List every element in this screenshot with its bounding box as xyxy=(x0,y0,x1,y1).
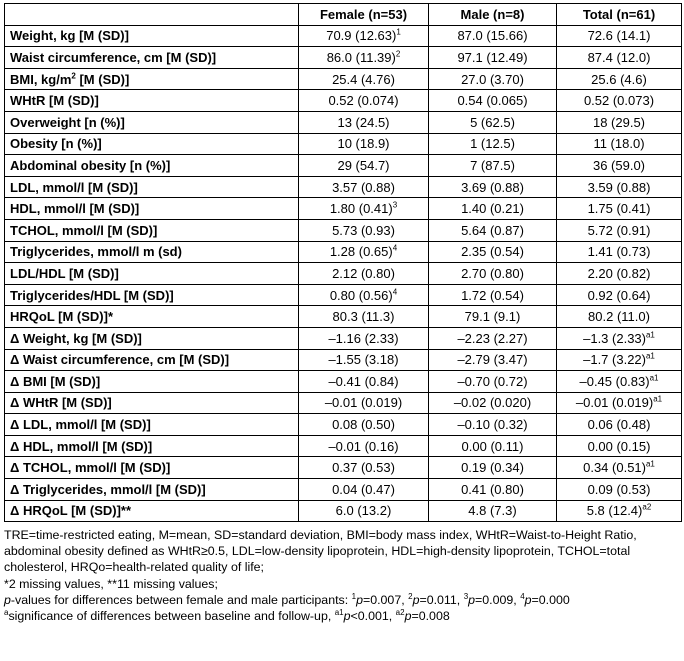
row-label xyxy=(5,392,299,414)
cell-total xyxy=(557,479,682,501)
row-label xyxy=(5,68,299,90)
row-label xyxy=(5,111,299,133)
cell-male-value: 87.0 (15.66) xyxy=(457,28,528,44)
row-label xyxy=(5,219,299,241)
row-label-text: HRQoL [M (SD)]* xyxy=(10,309,114,325)
row-label-text: Δ Weight, kg [M (SD)] xyxy=(10,330,142,346)
cell-female-sup: 3 xyxy=(392,200,398,210)
row-label-text: Δ Triglycerides, mmol/l [M (SD)] xyxy=(10,481,206,497)
table-header-row xyxy=(5,4,682,26)
footnote-sup: a2 xyxy=(395,607,405,617)
cell-male-value: –0.02 (0.020) xyxy=(453,395,532,411)
row-label-text: Δ LDL, mmol/l [M (SD)] xyxy=(10,417,151,433)
table-row xyxy=(5,219,682,241)
cell-female-value: –0.01 (0.019) xyxy=(324,395,403,411)
cell-female xyxy=(299,241,429,263)
cell-female-value: 6.0 (13.2) xyxy=(335,503,392,519)
row-label-text: Δ BMI [M (SD)] xyxy=(10,373,101,389)
abbreviations-note: TRE=time-restricted eating, M=mean, SD=standard deviation, BMI=body mass index, WHtR=Waist-to-Height Ratio, abdominal obesity defined as WHtR≥0.5, LDL=low-density lipoprotein, HDL=high-density lipoprotein, TCHOL=total cholesterol, HRQo=health-related quality of life; xyxy=(4,528,637,575)
cell-total xyxy=(557,284,682,306)
cell-total xyxy=(557,435,682,457)
header-total: Total (n=61) xyxy=(557,4,682,26)
cell-total xyxy=(557,176,682,198)
table-row xyxy=(5,155,682,177)
cell-total-sup: a1 xyxy=(645,459,655,469)
cell-male-value: –0.70 (0.72) xyxy=(457,373,528,389)
cell-female-sup: 4 xyxy=(392,244,398,253)
footnote-p: p xyxy=(468,592,476,607)
cell-female-value: 29 (54.7) xyxy=(337,157,390,173)
cell-male-value: 27.0 (3.70) xyxy=(461,71,524,87)
table-row xyxy=(5,25,682,47)
row-label xyxy=(5,349,299,371)
cell-female xyxy=(299,349,429,371)
cell-total-value: –0.01 (0.019) xyxy=(575,395,654,411)
footnote-value: =0.007, xyxy=(362,592,409,607)
row-label-text: Δ HRQoL [M (SD)]** xyxy=(10,503,132,519)
row-label xyxy=(5,198,299,220)
footnote-p: p xyxy=(524,592,532,607)
cell-total xyxy=(557,155,682,177)
table-row xyxy=(5,198,682,220)
row-label-text: Δ Waist circumference, cm [M (SD)] xyxy=(10,352,230,368)
cell-total xyxy=(557,133,682,155)
row-label xyxy=(5,47,299,69)
row-label xyxy=(5,176,299,198)
cell-total xyxy=(557,263,682,285)
cell-female-value: 1.80 (0.41) xyxy=(329,201,393,217)
cell-female xyxy=(299,25,429,47)
cell-female xyxy=(299,479,429,501)
cell-total-value: 0.34 (0.51) xyxy=(583,460,646,476)
cell-female xyxy=(299,155,429,177)
sig-text: significance of differences between baseline and follow-up, xyxy=(8,609,335,624)
table-body xyxy=(5,25,682,522)
cell-total-value: 0.00 (0.15) xyxy=(587,438,651,454)
row-label xyxy=(5,90,299,112)
header-blank xyxy=(5,4,299,26)
cell-total xyxy=(557,349,682,371)
row-label xyxy=(5,133,299,155)
cell-male xyxy=(429,392,557,414)
cell-total xyxy=(557,25,682,47)
cell-female xyxy=(299,392,429,414)
cell-total-value: 2.20 (0.82) xyxy=(587,265,651,281)
cell-total xyxy=(557,111,682,133)
cell-total-value: 0.92 (0.64) xyxy=(587,287,651,303)
row-label-text: Δ TCHOL, mmol/l [M (SD)] xyxy=(10,460,171,476)
cell-male-value: –2.23 (2.27) xyxy=(457,330,528,346)
cell-female xyxy=(299,111,429,133)
cell-total xyxy=(557,500,682,522)
cell-male xyxy=(429,68,557,90)
cell-total-value: 3.59 (0.88) xyxy=(587,179,651,195)
cell-female xyxy=(299,371,429,393)
cell-male-value: –2.79 (3.47) xyxy=(457,352,528,368)
cell-female-sup: 2 xyxy=(395,49,401,59)
row-label xyxy=(5,25,299,47)
row-label xyxy=(5,306,299,328)
cell-female xyxy=(299,306,429,328)
footnote-sup: 1 xyxy=(351,591,357,601)
table-row xyxy=(5,263,682,285)
cell-female xyxy=(299,500,429,522)
footnote-sup: a1 xyxy=(334,607,344,617)
cell-female-sup: 1 xyxy=(396,28,401,38)
row-label xyxy=(5,457,299,479)
row-label-text: HDL, mmol/l [M (SD)] xyxy=(10,201,140,217)
cell-total-value: 5.72 (0.91) xyxy=(587,222,651,238)
cell-female-value: 0.80 (0.56) xyxy=(329,287,393,303)
table-row xyxy=(5,349,682,371)
row-label xyxy=(5,241,299,263)
row-label-text: Δ WHtR [M (SD)] xyxy=(10,395,112,411)
footnote-value: <0.001, xyxy=(350,609,396,624)
table-row xyxy=(5,392,682,414)
cell-male xyxy=(429,435,557,457)
cell-total-value: 36 (59.0) xyxy=(592,157,646,173)
cell-male xyxy=(429,155,557,177)
cell-female xyxy=(299,457,429,479)
cell-male xyxy=(429,500,557,522)
cell-male xyxy=(429,414,557,436)
cell-female-value: 0.52 (0.074) xyxy=(328,93,399,109)
cell-male xyxy=(429,371,557,393)
cell-total-value: 87.4 (12.0) xyxy=(587,49,651,65)
row-label-text: BMI, kg/m xyxy=(10,71,72,87)
cell-male-value: 0.54 (0.065) xyxy=(457,93,528,109)
footnote-value: =0.008 xyxy=(411,609,450,624)
cell-male-value: 1 (12.5) xyxy=(470,136,515,152)
row-label xyxy=(5,435,299,457)
cell-total-value: –1.3 (2.33) xyxy=(583,330,646,346)
row-label-text: LDL/HDL [M (SD)] xyxy=(10,265,119,281)
cell-male xyxy=(429,457,557,479)
row-label xyxy=(5,155,299,177)
row-label-text: TCHOL, mmol/l [M (SD)] xyxy=(10,222,158,238)
cell-female-value: –1.16 (2.33) xyxy=(328,330,399,346)
cell-female xyxy=(299,327,429,349)
cell-male-value: 3.69 (0.88) xyxy=(461,179,524,195)
cell-total-value: 72.6 (14.1) xyxy=(587,28,651,44)
table-row xyxy=(5,371,682,393)
cell-male xyxy=(429,284,557,306)
row-label xyxy=(5,263,299,285)
table-row xyxy=(5,479,682,501)
cell-total-value: 25.6 (4.6) xyxy=(591,71,647,87)
table-row xyxy=(5,68,682,90)
row-label xyxy=(5,500,299,522)
results-table xyxy=(4,3,682,522)
cell-total-sup: a1 xyxy=(653,395,663,405)
cell-female-value: 0.08 (0.50) xyxy=(332,417,395,433)
sig-sup: a xyxy=(4,607,9,617)
cell-total-value: 0.09 (0.53) xyxy=(587,481,651,497)
cell-male-value: 0.00 (0.11) xyxy=(461,438,524,454)
table-row xyxy=(5,414,682,436)
row-label xyxy=(5,284,299,306)
cell-male xyxy=(429,479,557,501)
table-row xyxy=(5,47,682,69)
cell-total-value: –1.7 (3.22) xyxy=(583,352,646,368)
cell-female xyxy=(299,47,429,69)
cell-male xyxy=(429,198,557,220)
cell-female xyxy=(299,133,429,155)
cell-female-value: 25.4 (4.76) xyxy=(332,71,395,87)
cell-total-sup: a2 xyxy=(642,503,652,513)
cell-male-value: 79.1 (9.1) xyxy=(464,309,521,325)
cell-female-value: 0.37 (0.53) xyxy=(332,460,395,476)
cell-female-value: 80.3 (11.3) xyxy=(332,309,395,325)
table-row xyxy=(5,241,682,263)
footnote-value: =0.011, xyxy=(419,592,464,607)
table-row xyxy=(5,176,682,198)
cell-male xyxy=(429,219,557,241)
cell-total xyxy=(557,198,682,220)
row-label-sup: 2 xyxy=(71,71,76,81)
footnote-sup: 4 xyxy=(520,591,525,601)
cell-male xyxy=(429,241,557,263)
cell-female xyxy=(299,176,429,198)
cell-male-value: 97.1 (12.49) xyxy=(457,49,528,65)
cell-total xyxy=(557,457,682,479)
cell-female xyxy=(299,414,429,436)
row-label xyxy=(5,327,299,349)
row-label-text: Obesity [n (%)] xyxy=(10,136,102,152)
row-label-text: Overweight [n (%)] xyxy=(10,114,125,130)
missing-values-note: *2 missing values, **11 missing values; xyxy=(4,576,218,591)
row-label xyxy=(5,414,299,436)
cell-total-value: 1.41 (0.73) xyxy=(587,244,651,260)
table-row xyxy=(5,327,682,349)
p-italic: p xyxy=(4,592,11,607)
cell-male xyxy=(429,349,557,371)
cell-female xyxy=(299,284,429,306)
cell-male xyxy=(429,327,557,349)
footnote-p: p xyxy=(412,592,420,607)
significance-list xyxy=(335,609,450,623)
cell-male-value: 0.19 (0.34) xyxy=(461,460,524,476)
cell-total xyxy=(557,47,682,69)
cell-total xyxy=(557,241,682,263)
footnote-value: =0.009, xyxy=(475,592,521,607)
cell-total-value: 0.52 (0.073) xyxy=(583,93,655,109)
footnote-sup: 3 xyxy=(463,591,469,601)
cell-female-value: 10 (18.9) xyxy=(337,136,390,152)
table-row xyxy=(5,435,682,457)
table-row xyxy=(5,457,682,479)
pvalues-note xyxy=(4,592,680,608)
row-label-text: WHtR [M (SD)] xyxy=(10,93,99,109)
cell-male-value: 4.8 (7.3) xyxy=(468,503,517,519)
footnote-p: p xyxy=(356,592,363,607)
cell-total-value: 11 (18.0) xyxy=(593,136,645,152)
cell-total-value: –0.45 (0.83) xyxy=(579,373,650,389)
table-footnotes xyxy=(4,527,680,624)
cell-male-value: 1.40 (0.21) xyxy=(461,201,524,217)
cell-female-value: 5.73 (0.93) xyxy=(332,222,395,238)
footnote-p: p xyxy=(404,609,412,624)
cell-male xyxy=(429,25,557,47)
footnote-sup: 2 xyxy=(408,591,413,601)
cell-male-value: –0.10 (0.32) xyxy=(457,417,528,433)
cell-total-value: 80.2 (11.0) xyxy=(588,309,650,325)
cell-male-value: 0.41 (0.80) xyxy=(461,481,524,497)
cell-total xyxy=(557,90,682,112)
table-row xyxy=(5,306,682,328)
cell-male-value: 2.35 (0.54) xyxy=(461,244,524,260)
cell-male xyxy=(429,111,557,133)
cell-total xyxy=(557,392,682,414)
row-label xyxy=(5,371,299,393)
row-label-text: Triglycerides, mmol/l m (sd) xyxy=(10,244,182,260)
cell-female-value: 2.12 (0.80) xyxy=(332,265,395,281)
table-row xyxy=(5,500,682,522)
table-row xyxy=(5,133,682,155)
cell-male xyxy=(429,47,557,69)
cell-total xyxy=(557,371,682,393)
footnote-p: p xyxy=(343,609,351,624)
footnote-value: =0.000 xyxy=(531,592,570,607)
cell-female-sup: 4 xyxy=(392,287,398,297)
row-label-text: Weight, kg [M (SD)] xyxy=(10,28,129,44)
cell-total-sup: a1 xyxy=(645,330,655,340)
cell-total-value: 18 (29.5) xyxy=(592,114,646,130)
cell-total-value: 1.75 (0.41) xyxy=(587,201,651,217)
header-male: Male (n=8) xyxy=(429,4,557,26)
cell-total-value: 5.8 (12.4) xyxy=(586,503,643,519)
cell-female-value: 13 (24.5) xyxy=(337,114,390,130)
cell-female xyxy=(299,198,429,220)
pvalues-list xyxy=(352,593,570,607)
cell-female xyxy=(299,263,429,285)
table-row xyxy=(5,111,682,133)
row-label-text: Waist circumference, cm [M (SD)] xyxy=(10,49,217,65)
cell-male xyxy=(429,90,557,112)
row-label-text: LDL, mmol/l [M (SD)] xyxy=(10,179,138,195)
cell-total xyxy=(557,68,682,90)
row-label-suffix: [M (SD)] xyxy=(75,71,130,87)
row-label-text: Triglycerides/HDL [M (SD)] xyxy=(10,287,174,303)
pvalues-lead: -values for differences between female and male participants: xyxy=(10,592,352,607)
significance-note xyxy=(4,608,680,624)
row-label xyxy=(5,479,299,501)
cell-male xyxy=(429,306,557,328)
row-label-text: Δ HDL, mmol/l [M (SD)] xyxy=(10,438,153,454)
cell-male xyxy=(429,263,557,285)
cell-female-value: 1.28 (0.65) xyxy=(329,244,393,260)
cell-male xyxy=(429,176,557,198)
cell-female xyxy=(299,68,429,90)
table-row xyxy=(5,90,682,112)
cell-total xyxy=(557,327,682,349)
row-label-text: Abdominal obesity [n (%)] xyxy=(10,157,171,173)
cell-male-value: 5.64 (0.87) xyxy=(461,222,524,238)
cell-female xyxy=(299,219,429,241)
cell-male-value: 5 (62.5) xyxy=(470,114,515,130)
cell-female xyxy=(299,435,429,457)
table-row xyxy=(5,284,682,306)
cell-female-value: 3.57 (0.88) xyxy=(332,179,395,195)
cell-male-value: 2.70 (0.80) xyxy=(461,265,524,281)
cell-male-value: 1.72 (0.54) xyxy=(461,287,524,303)
cell-female-value: 86.0 (11.39) xyxy=(326,49,396,65)
cell-total xyxy=(557,219,682,241)
cell-total-sup: a1 xyxy=(649,373,659,383)
cell-total-value: 0.06 (0.48) xyxy=(587,417,651,433)
cell-female-value: –1.55 (3.18) xyxy=(328,352,399,368)
cell-total xyxy=(557,414,682,436)
cell-total-sup: a1 xyxy=(645,351,655,361)
cell-female-value: 0.04 (0.47) xyxy=(332,481,395,497)
header-female: Female (n=53) xyxy=(299,4,429,26)
cell-female-value: –0.01 (0.16) xyxy=(328,438,399,454)
cell-female-value: 70.9 (12.63) xyxy=(326,28,397,44)
cell-female-value: –0.41 (0.84) xyxy=(328,373,399,389)
cell-female xyxy=(299,90,429,112)
cell-male xyxy=(429,133,557,155)
cell-total xyxy=(557,306,682,328)
cell-male-value: 7 (87.5) xyxy=(470,157,515,173)
